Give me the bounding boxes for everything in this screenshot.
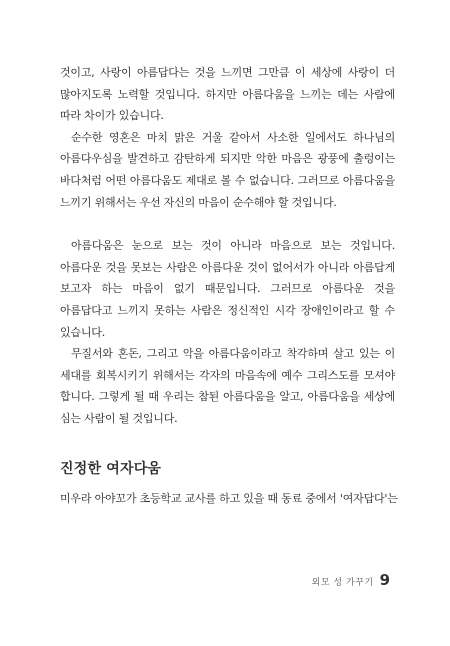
- page-footer: [312, 571, 390, 589]
- section-heading: 진정한 여자다움: [60, 461, 162, 477]
- paragraph-2: 순수한 영혼은 마치 맑은 거울 같아서 사소한 일에서도 하나님의 아름다우심을 발견하고 감탄하게 되지만 악한 마음은 광풍에 출렁이는 바다처럼 어떤 아름다움도 제대로 볼 수 없습니다. 그러므로 아름다움을 느끼기 위해서는 우선 자신의 마음이 순수해야 할 것입니다.: [60, 130, 395, 209]
- page-number: 9: [379, 571, 390, 589]
- section-lead-line: 미우라 아야꼬가 초등학교 교사를 하고 있을 때 동료 중에서 '여자답다'는: [60, 492, 398, 505]
- paragraph-spacer: [60, 213, 395, 235]
- body-text: [60, 62, 395, 430]
- paragraph-3: 아름다움은 눈으로 보는 것이 아니라 마음으로 보는 것입니다. 아름다운 것을 못보는 사람은 아름다운 것이 없어서가 아니라 아름답게 보고자 하는 마음이 없기 때문입니다. 그러므로 아름다운 것을 아름답다고 느끼지 못하는 사람은 정신적인 시각 장애인이라고 할 수 있습니다.: [60, 239, 395, 339]
- paragraph-4: 무질서와 혼돈, 그리고 악을 아름다움이라고 착각하며 살고 있는 이 세대를 회복시키기 위해서는 각자의 마음속에 예수 그리스도를 모셔야 합니다. 그렇게 될 때 우리는 참된 아름다움을 알고, 아름다움을 세상에 심는 사람이 될 것입니다.: [60, 347, 395, 425]
- paragraph-1: 것이고, 사랑이 아름답다는 것을 느끼면 그만큼 이 세상에 사랑이 더 많아지도록 노력할 것입니다. 하지만 아름다움을 느끼는 데는 사람에 따라 차이가 있습니다.: [60, 66, 395, 123]
- running-head: 외모 성 가꾸기: [311, 578, 374, 588]
